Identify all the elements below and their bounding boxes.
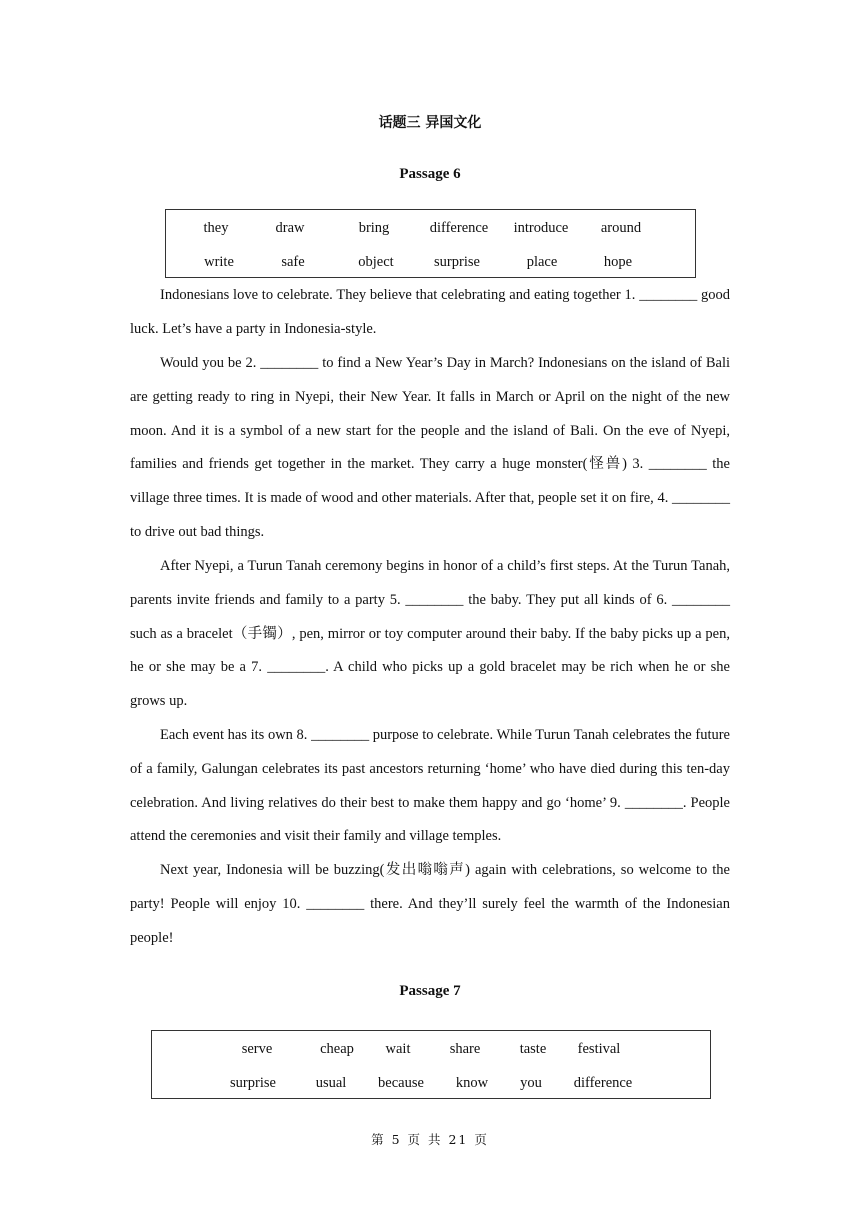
word: taste xyxy=(519,1041,547,1057)
word: you xyxy=(520,1075,542,1091)
word: share xyxy=(449,1041,481,1057)
word: safe xyxy=(281,254,305,270)
passage-6-word-box xyxy=(165,209,696,278)
word: difference xyxy=(429,220,489,236)
word: object xyxy=(358,254,394,270)
passage-7-title: Passage 7 xyxy=(399,983,461,999)
word: bring xyxy=(358,220,390,236)
word: surprise xyxy=(230,1075,276,1091)
word: know xyxy=(455,1075,489,1091)
word: around xyxy=(600,220,642,236)
word: because xyxy=(378,1075,424,1091)
word: difference xyxy=(573,1075,633,1091)
passage-6-paragraph-1: Indonesians love to celebrate. They believe that celebrating and eating together 1. ________ good luck. Let’s have a party in Indonesia-style. xyxy=(130,287,730,337)
word: cheap xyxy=(320,1041,354,1057)
word: festival xyxy=(577,1041,621,1057)
word: usual xyxy=(315,1075,347,1091)
word: they xyxy=(203,220,229,236)
word: draw xyxy=(275,220,305,236)
word: surprise xyxy=(434,254,480,270)
word: serve xyxy=(241,1041,273,1057)
topic-title: 话题三 异国文化 xyxy=(378,115,482,131)
word: place xyxy=(526,254,558,270)
word: wait xyxy=(385,1041,411,1057)
passage-7-word-box xyxy=(151,1030,711,1099)
page-footer: 第 5 页 共 21 页 xyxy=(371,1132,489,1147)
passage-6-paragraph-2: Would you be 2. ________ to find a New Year’s Day in March? Indonesians on the island of Bali are getting ready to ring in Nyepi, their New Year. It falls in March or April on the night of the new moon. And it is a symbol of a new start for the people and the island of Bali. On the eve of Nyepi, families and friends get together in the market. They carry a huge monster(怪兽) 3. ________ the village three times. It is made of wood and other materials. After that, people set it on fire, 4. ________ to drive out bad things. xyxy=(130,355,730,540)
word: introduce xyxy=(513,220,569,236)
passage-6-paragraph-5: Next year, Indonesia will be buzzing(发出嗡嗡声) again with celebrations, so welcome to the party! People will enjoy 10. ________ there. And they’ll surely feel the warmth of the Indonesian people! xyxy=(130,862,730,946)
passage-6-title: Passage 6 xyxy=(399,166,461,182)
word: write xyxy=(204,254,234,270)
word: hope xyxy=(603,254,633,270)
passage-6-paragraph-3: After Nyepi, a Turun Tanah ceremony begins in honor of a child’s first steps. At the Turun Tanah, parents invite friends and family to a party 5. ________ the baby. They put all kinds of 6. ________ such as a bracelet（手镯）, pen, mirror or toy computer around their baby. If the baby picks up a pen, he or she may be a 7. ________. A child who picks up a gold bracelet may be rich when he or she grows up. xyxy=(130,558,730,710)
passage-6-paragraph-4: Each event has its own 8. ________ purpose to celebrate. While Turun Tanah celebrates the future of a family, Galungan celebrates its past ancestors returning ‘home’ who have died during this ten-day celebration. And living relatives do their best to make them happy and go ‘home’ 9. ________. People attend the ceremonies and visit their family and village temples. xyxy=(130,727,730,845)
